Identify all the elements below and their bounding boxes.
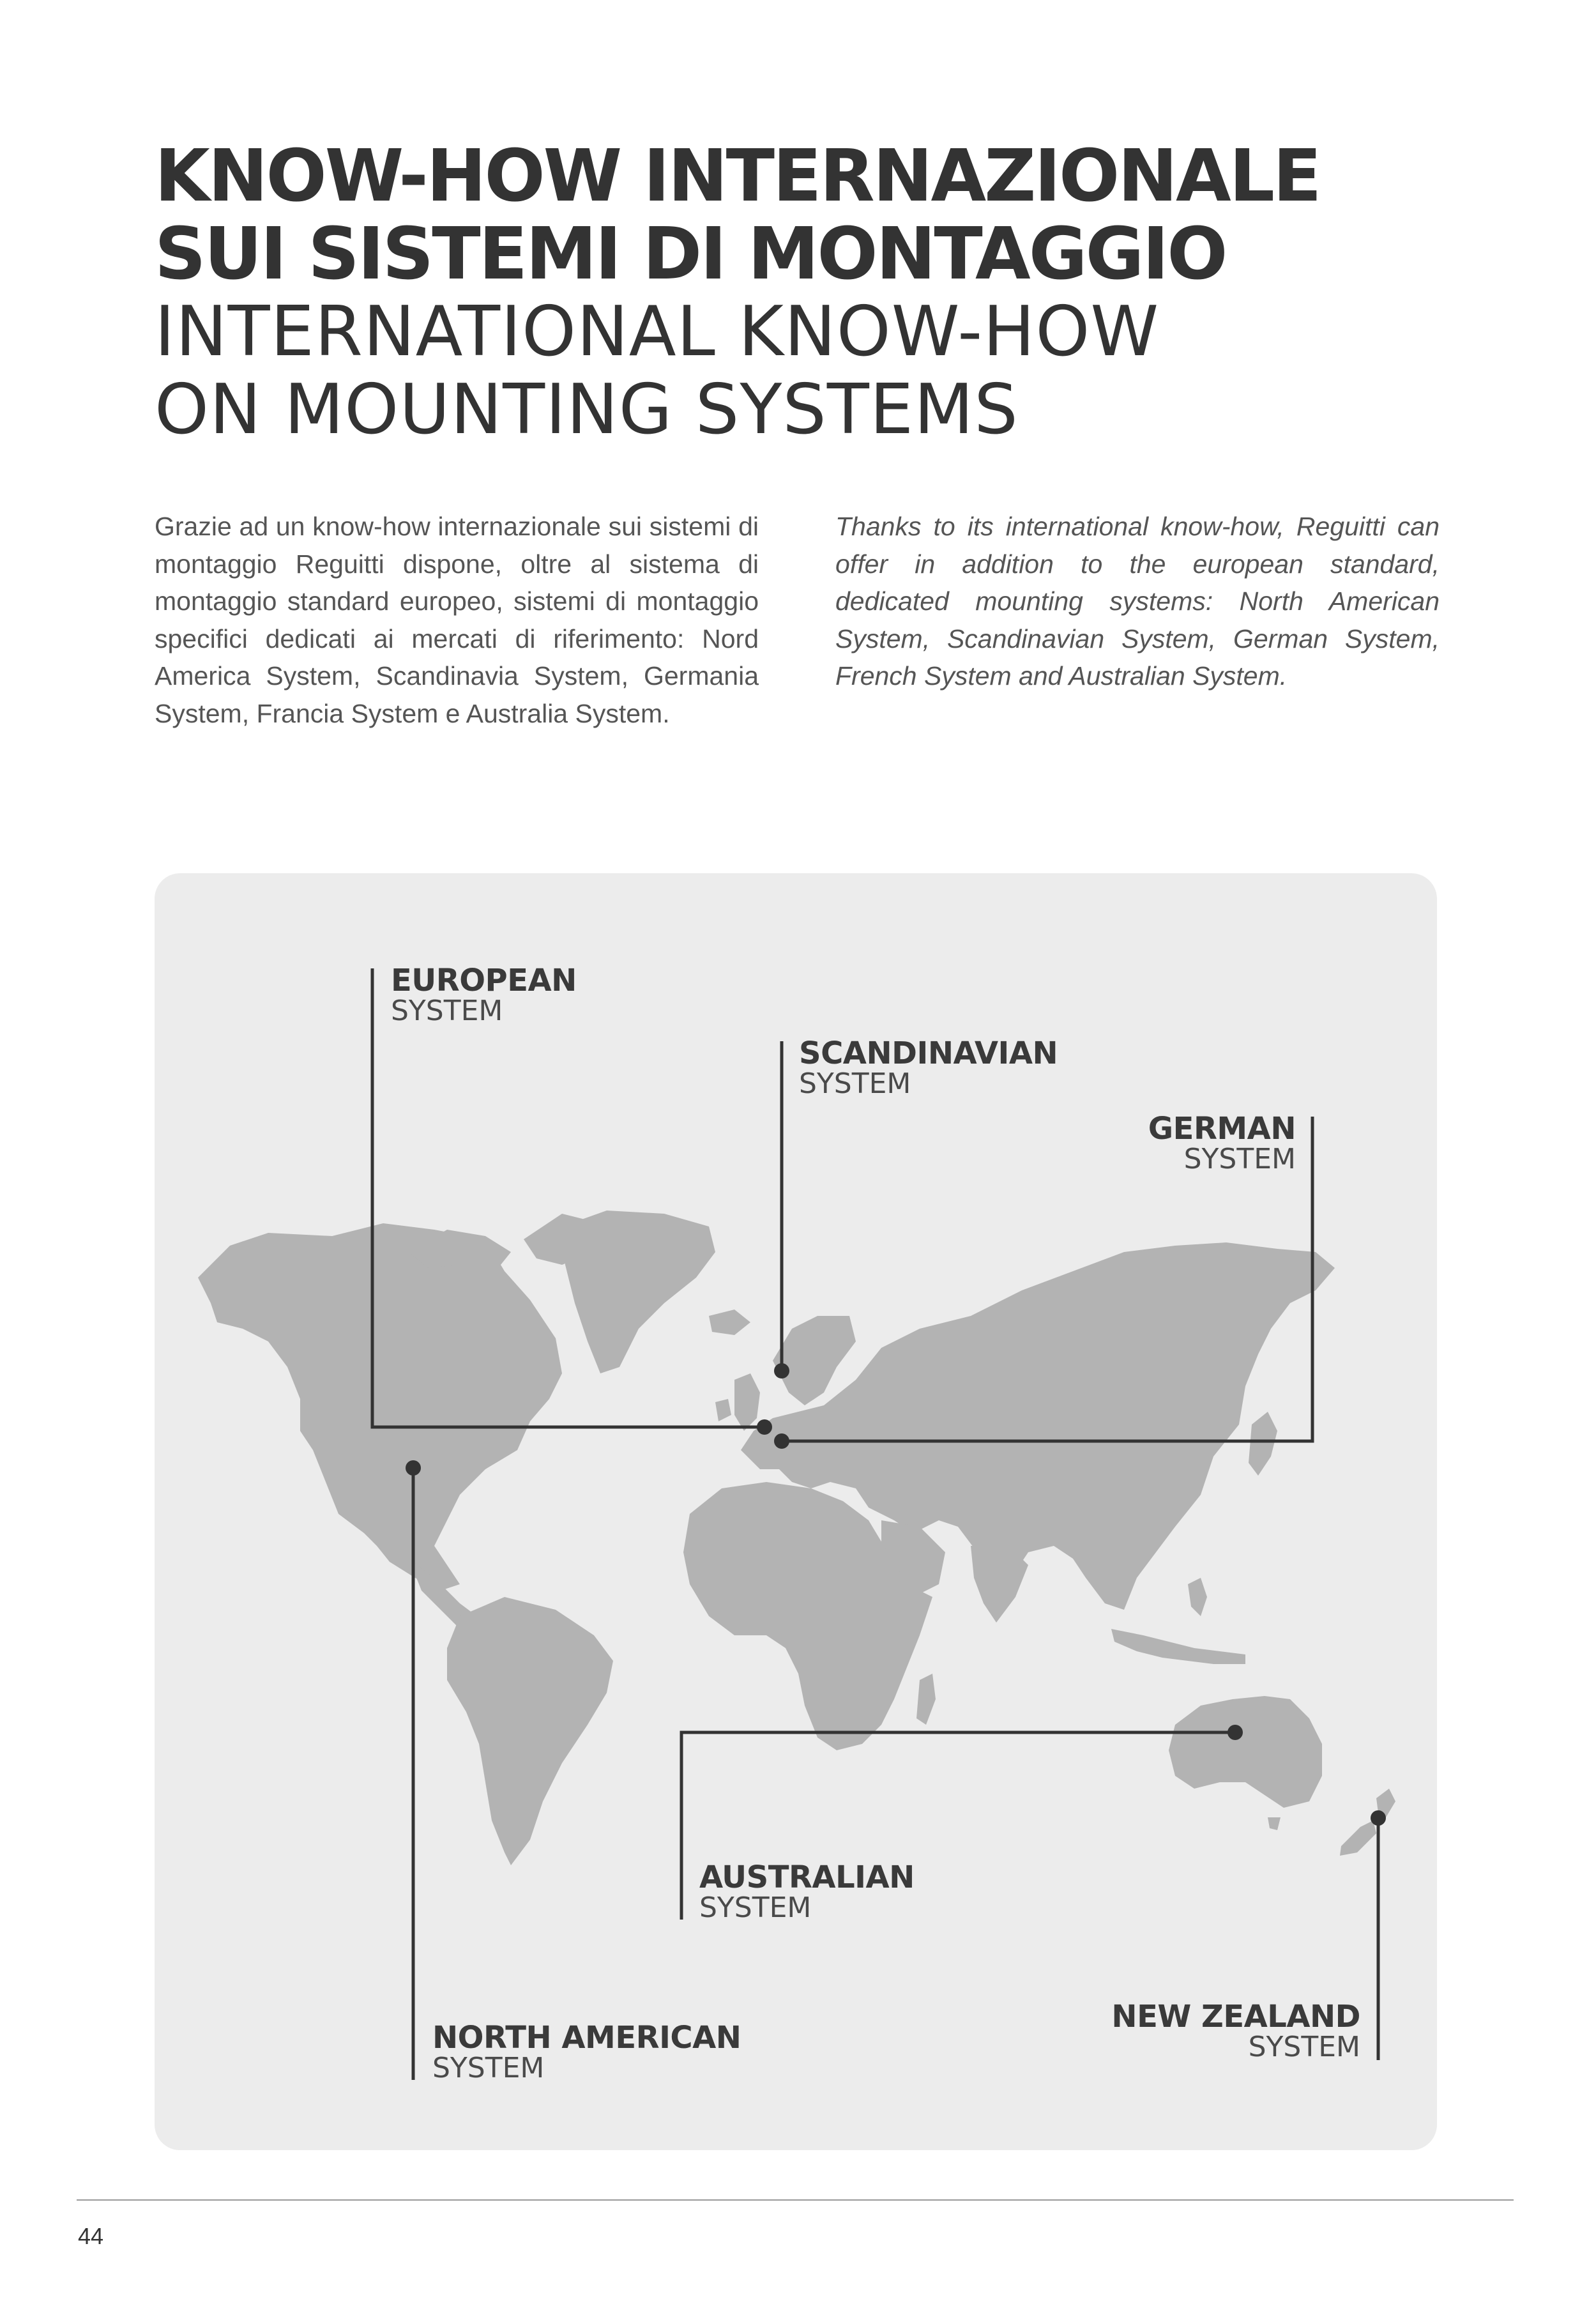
north-america-shape (198, 1223, 562, 1591)
label-german-name: GERMAN (1148, 1111, 1296, 1147)
european-dot (757, 1419, 772, 1435)
label-north-american-system: SYSTEM (432, 2052, 545, 2084)
label-australian-name: AUSTRALIAN (699, 1860, 915, 1895)
label-scandinavian (799, 1037, 1058, 1099)
north-american-dot (406, 1460, 421, 1476)
intro-italian: Grazie ad un know-how internazionale sui sistemi di montaggio Reguitti dispone, oltre al sistema di montaggio standard europeo, sistemi di montaggio specifici dedicati ai mercati di riferimento: Nord America System, Scandinavia System, Germania System, Francia System e Australia System. (155, 512, 759, 728)
greenland-shape (562, 1211, 715, 1373)
footer-divider (77, 2199, 1514, 2201)
page-number: 44 (78, 2223, 104, 2249)
south-america-shape (447, 1597, 613, 1865)
intro-english: Thanks to its international know-how, Reguitti can offer in addition to the european standard, dedicated mounting systems: North American System, Scandinavian System, German System, French System and Australian System. (835, 512, 1440, 691)
label-scandinavian-system: SYSTEM (799, 1067, 911, 1100)
philippines-shape (1188, 1578, 1207, 1616)
australia-shape (1169, 1696, 1322, 1808)
label-german-system: SYSTEM (1183, 1143, 1296, 1175)
continents (198, 1211, 1395, 1865)
indonesia-shape (1111, 1629, 1245, 1664)
label-new-zealand-name: NEW ZEALAND (1111, 1999, 1360, 2035)
madagascar-shape (916, 1674, 936, 1725)
label-german (1148, 1113, 1296, 1174)
ireland-shape (715, 1399, 731, 1421)
label-australian (699, 1861, 915, 1923)
label-new-zealand-system: SYSTEM (1248, 2031, 1360, 2063)
german-dot (774, 1433, 789, 1449)
australian-dot (1227, 1725, 1243, 1740)
scandinavian-dot (774, 1363, 789, 1379)
new-zealand-south-shape (1340, 1821, 1376, 1856)
label-north-american-name: NORTH AMERICAN (432, 2020, 741, 2056)
label-european-system: SYSTEM (391, 995, 503, 1027)
tasmania-shape (1268, 1817, 1281, 1830)
uk-shape (734, 1373, 760, 1431)
iceland-shape (709, 1310, 750, 1335)
india-shape (971, 1546, 1028, 1623)
label-north-american (432, 2022, 741, 2083)
title-italian-line-2: SUI SISTEMI DI MONTAGGIO (155, 213, 1226, 296)
title-english-line-1: INTERNATIONAL KNOW-HOW (155, 292, 1160, 372)
label-scandinavian-name: SCANDINAVIAN (799, 1035, 1058, 1071)
label-new-zealand (1111, 2001, 1360, 2062)
label-european-name: EUROPEAN (391, 963, 577, 998)
label-australian-system: SYSTEM (699, 1891, 812, 1924)
new-zealand-dot (1371, 1810, 1386, 1826)
japan-shape (1249, 1412, 1277, 1476)
label-european (391, 965, 577, 1026)
title-english-line-2: ON MOUNTING SYSTEMS (155, 370, 1019, 450)
africa-shape (683, 1482, 932, 1750)
title-italian-line-1: KNOW-HOW INTERNAZIONALE (155, 135, 1320, 218)
